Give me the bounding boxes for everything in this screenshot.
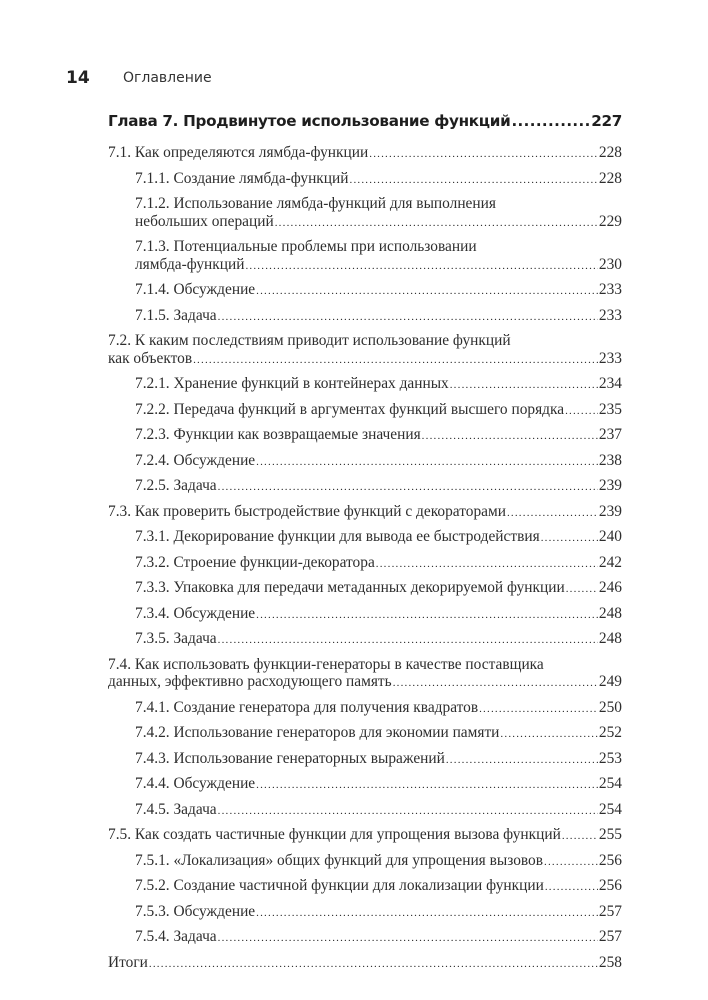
dot-leader — [256, 607, 598, 625]
dot-leader — [245, 258, 597, 276]
toc-entry-line — [135, 605, 622, 625]
toc-entry-line — [108, 656, 622, 674]
toc-entry[interactable] — [108, 372, 622, 398]
toc-entry[interactable] — [108, 449, 622, 475]
toc-entries — [108, 141, 622, 976]
toc-entry-page: 230 — [598, 255, 622, 273]
dot-leader — [218, 930, 598, 948]
toc-entry-line — [135, 852, 622, 872]
dot-leader — [256, 283, 598, 301]
toc-entry-page: 233 — [598, 281, 622, 298]
toc-entry-line — [108, 673, 622, 693]
toc-entry-title: 7.3.2. Строение функции-декоратора — [135, 553, 375, 571]
toc-entry-line — [135, 528, 622, 548]
toc-entry-title: 7.1.1. Создание лямбда-функций — [135, 169, 349, 187]
toc-entry-page: 233 — [598, 349, 622, 367]
dot-leader — [565, 403, 598, 421]
toc-entry-line — [108, 503, 622, 523]
table-of-contents — [108, 112, 622, 976]
toc-entry-title: 7.5. Как создать частичные функции для упрощения вызова функций — [108, 826, 561, 843]
toc-entry-page: 228 — [598, 169, 622, 187]
toc-entry[interactable] — [108, 304, 622, 330]
toc-entry[interactable] — [108, 551, 622, 577]
toc-entry-line — [135, 307, 622, 327]
toc-entry[interactable] — [108, 900, 622, 926]
toc-entry-title: Итоги — [108, 953, 148, 971]
dot-leader — [218, 803, 598, 821]
toc-entry[interactable] — [108, 925, 622, 951]
toc-entry[interactable] — [108, 721, 622, 747]
toc-entry-line — [135, 554, 622, 574]
toc-entry-line — [135, 238, 622, 256]
toc-entry-page: 229 — [598, 212, 622, 230]
page-number: 14 — [66, 68, 90, 88]
dot-leader — [541, 530, 598, 548]
toc-entry-page: 233 — [598, 306, 622, 324]
toc-entry-title: небольших операций — [135, 212, 274, 230]
toc-entry[interactable] — [108, 602, 622, 628]
toc-entry-title: 7.2.4. Обсуждение — [135, 451, 256, 469]
toc-entry[interactable] — [108, 772, 622, 798]
toc-entry-title: 7.4.2. Использование генераторов для экономии памяти — [135, 724, 500, 741]
toc-entry-line — [108, 144, 622, 164]
toc-entry-title: как объектов — [108, 349, 193, 367]
toc-entry-title: 7.3.3. Упаковка для передачи метаданных декорируемой функции — [135, 579, 565, 596]
toc-entry-title: 7.3. Как проверить быстродействие функций с декораторами — [108, 502, 506, 520]
toc-entry-line — [135, 928, 622, 948]
toc-entry-title: 7.5.3. Обсуждение — [135, 902, 256, 920]
toc-entry-title: данных, эффективно расходующего память — [108, 673, 392, 690]
toc-entry[interactable] — [108, 576, 622, 602]
dot-leader — [218, 309, 598, 327]
toc-entry-page: 239 — [598, 477, 622, 494]
toc-entry[interactable] — [108, 423, 622, 449]
toc-entry-page: 253 — [598, 749, 622, 767]
toc-entry-page: 256 — [598, 851, 622, 869]
toc-entry-title: 7.2. К каким последствиям приводит использование функций — [108, 332, 511, 349]
toc-entry-line — [135, 801, 622, 821]
toc-entry[interactable] — [108, 278, 622, 304]
toc-entry-title: 7.4.4. Обсуждение — [135, 775, 256, 792]
toc-entry-page: 237 — [598, 426, 622, 443]
toc-entry[interactable] — [108, 849, 622, 875]
toc-entry-line — [135, 281, 622, 301]
toc-entry-page: 257 — [598, 928, 622, 945]
toc-entry[interactable] — [108, 874, 622, 900]
toc-entry-line — [135, 630, 622, 650]
dot-leader — [350, 172, 598, 190]
toc-entry-line — [135, 903, 622, 923]
dot-leader — [218, 479, 598, 497]
toc-entry-title: 7.2.2. Передача функций в аргументах функций высшего порядка — [135, 400, 565, 418]
dot-leader — [275, 215, 598, 233]
dot-leader — [393, 675, 598, 693]
toc-entry[interactable] — [108, 747, 622, 773]
toc-entry[interactable] — [108, 696, 622, 722]
toc-entry-page: 256 — [598, 877, 622, 894]
toc-entry-title: 7.4.5. Задача — [135, 800, 217, 818]
toc-entry-page: 250 — [598, 698, 622, 716]
dot-leader — [544, 854, 598, 872]
toc-entry-title: лямбда-функций — [135, 255, 245, 273]
toc-entry[interactable] — [108, 192, 622, 235]
dot-leader — [218, 632, 598, 650]
dot-leader — [507, 505, 598, 523]
toc-entry-line — [135, 401, 622, 421]
running-head-title: Оглавление — [123, 70, 212, 86]
dot-leader — [450, 377, 598, 395]
toc-entry-page: 255 — [598, 826, 622, 843]
toc-entry-page: 249 — [598, 673, 622, 690]
toc-entry-page: 242 — [598, 553, 622, 571]
toc-entry-page: 246 — [598, 579, 622, 596]
toc-entry-line — [135, 452, 622, 472]
dot-leader — [149, 956, 598, 974]
toc-entry-line — [135, 256, 622, 276]
toc-entry[interactable] — [108, 474, 622, 500]
toc-entry-title: 7.4.3. Использование генераторных выражений — [135, 749, 445, 767]
dot-leader — [545, 879, 598, 897]
chapter-heading[interactable] — [108, 112, 622, 136]
dot-leader — [256, 777, 598, 795]
toc-entry[interactable] — [108, 398, 622, 424]
toc-entry-line — [108, 826, 622, 846]
toc-entry-line — [108, 350, 622, 370]
toc-entry-title: 7.1.3. Потенциальные проблемы при использовании — [135, 238, 477, 255]
dot-leader — [562, 828, 598, 846]
toc-entry-page: 248 — [598, 630, 622, 647]
dot-leader — [566, 581, 598, 599]
dot-leader — [446, 752, 598, 770]
toc-entry-page: 240 — [598, 528, 622, 545]
toc-entry-page: 257 — [598, 902, 622, 920]
toc-entry-line — [135, 213, 622, 233]
toc-entry-line — [135, 195, 622, 213]
dot-leader — [193, 352, 598, 370]
dot-leader — [376, 556, 598, 574]
toc-entry[interactable] — [108, 525, 622, 551]
toc-entry-line — [135, 579, 622, 599]
toc-entry-title: 7.1. Как определяются лямбда-функции — [108, 144, 369, 161]
toc-entry-title: 7.1.5. Задача — [135, 306, 217, 324]
toc-entry[interactable] — [108, 141, 622, 167]
dot-leader — [511, 112, 590, 130]
toc-entry-page: 239 — [598, 502, 622, 520]
toc-entry-line — [135, 724, 622, 744]
toc-entry-page: 238 — [598, 451, 622, 469]
toc-entry-line — [108, 954, 622, 974]
toc-entry[interactable] — [108, 235, 622, 278]
toc-entry-page: 252 — [598, 724, 622, 741]
toc-entry-title: 7.2.3. Функции как возвращаемые значения — [135, 426, 421, 443]
toc-entry-page: 234 — [598, 375, 622, 392]
toc-entry[interactable] — [108, 653, 622, 696]
toc-entry-page: 254 — [598, 775, 622, 792]
dot-leader — [422, 428, 598, 446]
toc-entry-page: 235 — [598, 400, 622, 418]
dot-leader — [479, 701, 598, 719]
toc-entry-page: 258 — [598, 953, 622, 971]
toc-entry-line — [135, 426, 622, 446]
toc-entry-line — [135, 775, 622, 795]
chapter-page: 227 — [591, 112, 622, 130]
toc-entry-page: 228 — [598, 144, 622, 161]
toc-entry-title: 7.4.1. Создание генератора для получения квадратов — [135, 698, 479, 716]
toc-entry[interactable] — [108, 823, 622, 849]
toc-entry-title: 7.5.2. Создание частичной функции для локализации функции — [135, 877, 544, 894]
toc-entry-title: 7.5.4. Задача — [135, 928, 217, 945]
toc-entry-title: 7.3.4. Обсуждение — [135, 604, 256, 622]
dot-leader — [256, 905, 598, 923]
toc-entry[interactable] — [108, 951, 622, 977]
toc-entry[interactable] — [108, 329, 622, 372]
toc-entry-line — [108, 332, 622, 350]
toc-entry-title: 7.4. Как использовать функции-генераторы в качестве поставщика — [108, 655, 544, 673]
dot-leader — [369, 146, 598, 164]
toc-entry[interactable] — [108, 500, 622, 526]
running-head — [66, 68, 212, 88]
toc-entry-line — [135, 699, 622, 719]
dot-leader — [256, 454, 598, 472]
toc-entry-line — [135, 375, 622, 395]
toc-entry[interactable] — [108, 167, 622, 193]
toc-entry-title: 7.3.5. Задача — [135, 630, 217, 647]
toc-entry-title: 7.2.5. Задача — [135, 477, 217, 494]
toc-entry-title: 7.5.1. «Локализация» общих функций для упрощения вызовов — [135, 851, 544, 869]
toc-entry-page: 248 — [598, 604, 622, 622]
toc-entry-line — [135, 750, 622, 770]
chapter-title: Глава 7. Продвинутое использование функций — [108, 112, 511, 130]
toc-entry-line — [135, 877, 622, 897]
toc-entry[interactable] — [108, 627, 622, 653]
toc-entry-title: 7.2.1. Хранение функций в контейнерах данных — [135, 375, 449, 392]
toc-entry-page: 254 — [598, 800, 622, 818]
toc-entry-title: 7.1.2. Использование лямбда-функций для выполнения — [135, 195, 496, 212]
toc-entry-title: 7.1.4. Обсуждение — [135, 281, 256, 298]
toc-entry-title: 7.3.1. Декорирование функции для вывода ее быстродействия — [135, 528, 540, 545]
toc-entry[interactable] — [108, 798, 622, 824]
toc-entry-line — [135, 477, 622, 497]
toc-entry-line — [135, 170, 622, 190]
dot-leader — [500, 726, 597, 744]
